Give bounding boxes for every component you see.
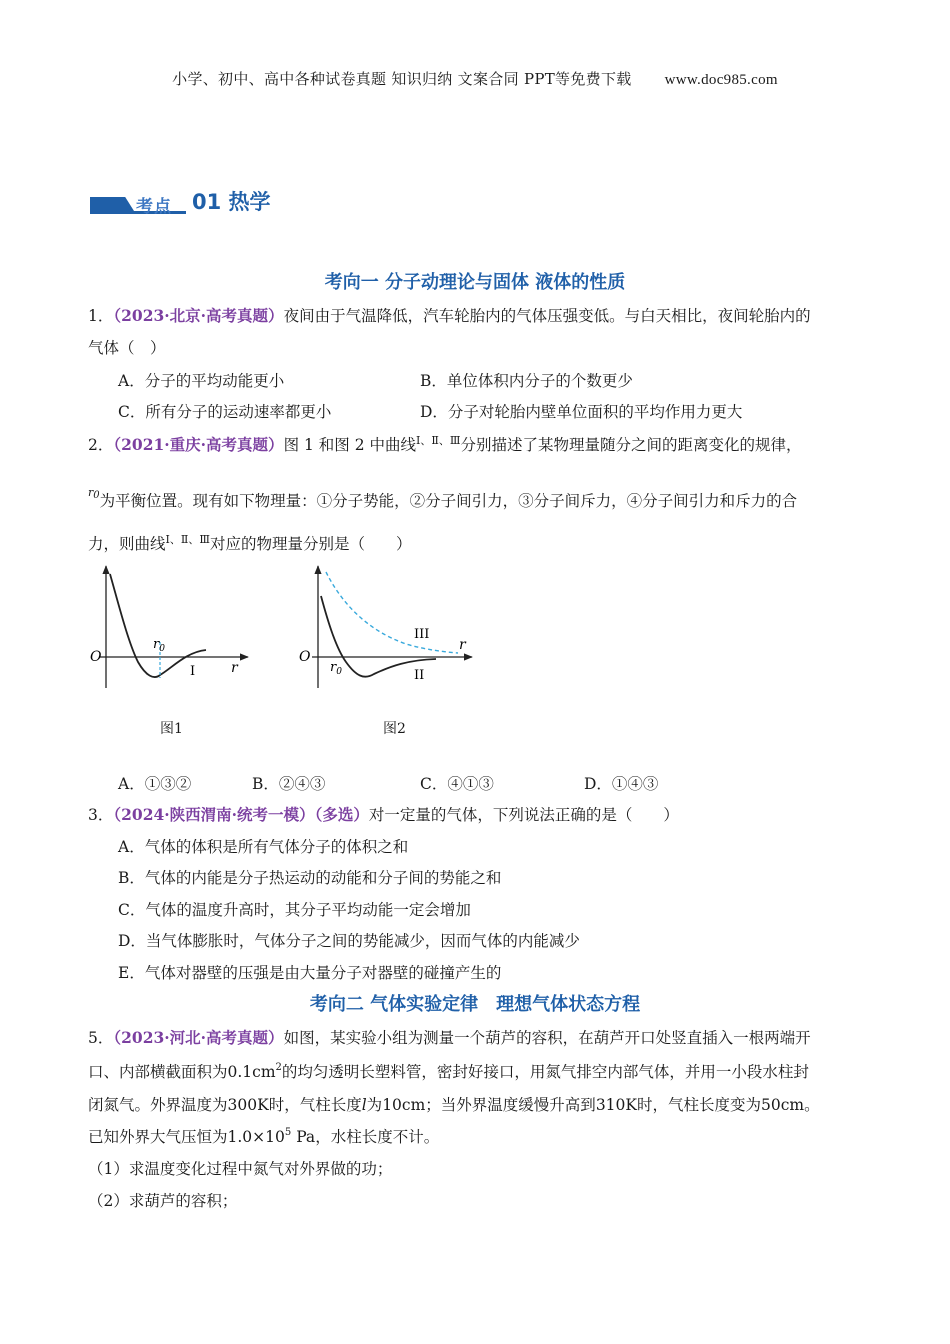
fig2-r0-label: $r_0$ [330, 660, 342, 677]
q1-source: （2023·北京·高考真题） [113, 306, 284, 325]
kaodian-banner-icon [90, 194, 186, 217]
q2-option-a[interactable]: A．①③② [118, 775, 192, 793]
fig1-curve-label: I [190, 664, 196, 679]
q2-r0-symbol: r0 [88, 486, 100, 501]
q5-line2: 口、内部横截面积为$0.1cm^2$的均匀透明长塑料管，密封好接口，用氮气排空内部气体，并用一小段水柱封 [88, 1062, 809, 1081]
fig2-r-label: r [459, 637, 466, 653]
q2-line2 [88, 486, 797, 511]
q2-option-d[interactable]: D．①④③ [584, 775, 659, 793]
fig1-r-label: r [231, 660, 238, 676]
q2-stem-a: 图 1 和图 2 中曲线 [283, 436, 416, 454]
q3-multi-tag: （多选） [314, 805, 369, 824]
fig2-curve-iii [326, 572, 458, 653]
fig2-caption: 图2 [383, 721, 406, 737]
q5-line4: 已知外界大气压恒为$1.0\times 10^5$ Pa，水柱长度不计。 [88, 1127, 440, 1146]
q2-curves-symbol-2: Ⅰ、Ⅱ、Ⅲ [165, 533, 210, 546]
q5-line3: 闭氮气。外界温度为300K时，气柱长度l为10cm；当外界温度缓慢升高到310K时，气柱长度变为50cm。 [88, 1096, 820, 1114]
q1-option-b[interactable]: B．单位体积内分子的个数更少 [420, 372, 633, 390]
q3-option-a[interactable]: A．气体的体积是所有气体分子的体积之和 [118, 838, 409, 856]
q1-option-a[interactable]: A．分子的平均动能更小 [118, 372, 285, 390]
q5-t1: 300K [227, 1096, 269, 1114]
fig2-origin: O [299, 649, 311, 665]
q2-line1 [88, 432, 801, 455]
q3-num: 3． [88, 806, 114, 824]
q3-option-b[interactable]: B．气体的内能是分子热运动的动能和分子间的势能之和 [118, 869, 502, 887]
fig2-curve-iii-label: III [414, 627, 430, 642]
q5-l-symbol: l [361, 1096, 367, 1114]
q2-stem-b: 分别描述了某物理量随分之间的距离变化的规律， [460, 436, 802, 454]
q2-stem-e: 对应的物理量分别是（ ） [209, 535, 412, 553]
q2-option-b[interactable]: B．②④③ [252, 775, 326, 793]
q5-stem-1: 如图，某实验小组为测量一个葫芦的容积，在葫芦开口处竖直插入一根两端开 [283, 1029, 811, 1047]
q1-option-d[interactable]: D．分子对轮胎内壁单位面积的平均作用力更大 [420, 403, 743, 421]
q3-option-e[interactable]: E．气体对器壁的压强是由大量分子对器壁的碰撞产生的 [118, 964, 502, 982]
q3-line1 [88, 803, 679, 825]
q1-num: 1． [88, 307, 114, 325]
q2-curves-symbol: Ⅰ、Ⅱ、Ⅲ [416, 434, 461, 447]
page-header [0, 68, 950, 89]
q2-num: 2． [88, 436, 114, 454]
q1-line1 [88, 304, 811, 326]
q2-figure-1 [88, 562, 258, 692]
q2-line3 [88, 531, 411, 554]
q2-option-c[interactable]: C．④①③ [420, 775, 494, 793]
fig1-curve-i [110, 574, 206, 677]
q1-line2: 气体（ ） [88, 339, 166, 357]
q5-sub-question-1: （1）求温度变化过程中氮气对外界做的功； [88, 1160, 393, 1178]
q5-pressure: $1.0\times 10^5$ Pa [227, 1127, 316, 1146]
q3-option-d[interactable]: D．当气体膨胀时，气体分子之间的势能减少，因而气体的内能减少 [118, 932, 580, 950]
q5-len2: 50cm [761, 1096, 805, 1114]
q2-stem-c: 为平衡位置。现有如下物理量：①分子势能，②分子间引力，③分子间斥力，④分子间引力和斥力的合 [99, 492, 798, 510]
kaodian-title: 01 热学 [192, 190, 271, 214]
fig1-r0-label: $r_0$ [153, 637, 165, 654]
q3-option-c[interactable]: C．气体的温度升高时，其分子平均动能一定会增加 [118, 901, 471, 919]
section-title-2: 考向二 气体实验定律 理想气体状态方程 [309, 994, 641, 1015]
q3-source: （2024·陕西渭南·统考一模） [113, 805, 315, 824]
q5-sub-question-2: （2）求葫芦的容积； [88, 1192, 238, 1210]
q5-t2: 310K [595, 1096, 637, 1114]
q1-option-c[interactable]: C．所有分子的运动速率都更小 [118, 403, 332, 421]
header-text: 小学、初中、高中各种试卷真题 知识归纳 文案合同 PPT等免费下载 [172, 70, 632, 88]
fig1-caption: 图1 [160, 721, 183, 737]
q2-source: （2021·重庆·高考真题） [113, 435, 284, 454]
fig1-origin: O [90, 649, 102, 665]
header-site: www.doc985.com [664, 72, 778, 88]
q3-stem: 对一定量的气体，下列说法正确的是（ ） [368, 806, 679, 824]
q2-stem-d: 力，则曲线 [88, 535, 166, 553]
q5-source: （2023·河北·高考真题） [113, 1028, 284, 1047]
q5-num: 5． [88, 1029, 114, 1047]
q2-figure-2 [296, 562, 476, 692]
q1-stem: 夜间由于气温降低，汽车轮胎内的气体压强变低。与白天相比，夜间轮胎内的 [283, 307, 811, 325]
fig2-curve-ii-label: II [414, 668, 425, 683]
section-title-1: 考向一 分子动理论与固体 液体的性质 [324, 272, 626, 293]
kaodian-heading [90, 190, 271, 217]
kaodian-badge: 考点 [136, 197, 172, 217]
q5-area: $0.1cm^2$ [227, 1062, 282, 1081]
q5-len1: 10cm [382, 1096, 426, 1114]
q5-line1 [88, 1026, 811, 1048]
